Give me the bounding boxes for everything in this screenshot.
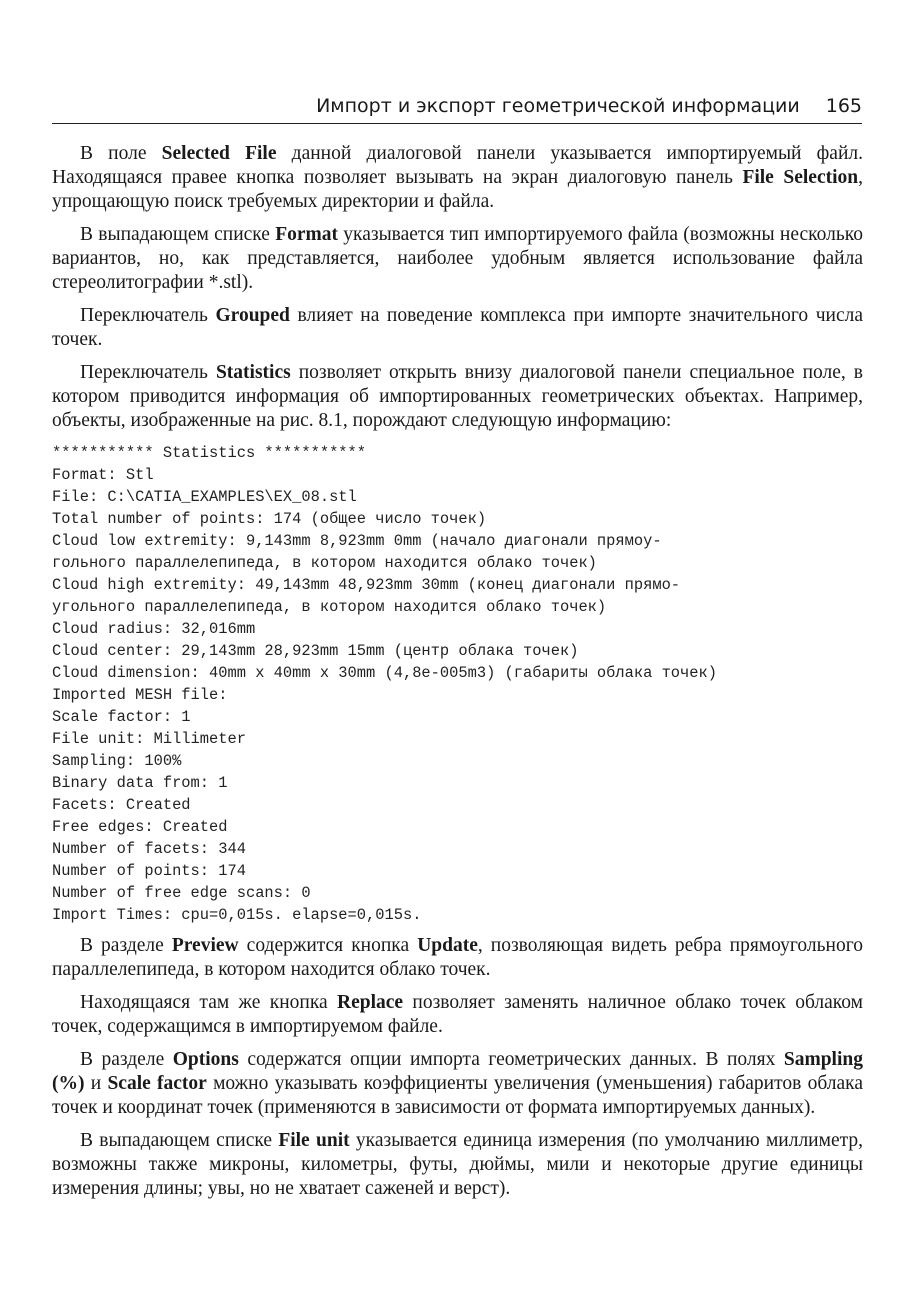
code-line: Number of free edge scans: 0: [52, 884, 311, 902]
code-line: Free edges: Created: [52, 818, 228, 836]
text-run: содержится кнопка: [238, 935, 418, 956]
code-line: File unit: Millimeter: [52, 730, 246, 748]
text-run: В разделе: [80, 1049, 173, 1070]
bold-term: Sampling (%): [52, 1049, 863, 1094]
code-line: Sampling: 100%: [52, 752, 182, 770]
bold-term: File unit: [278, 1130, 350, 1151]
bold-term: Preview: [171, 935, 239, 956]
paragraph: [52, 361, 863, 433]
code-line: гольного параллелепипеда, в котором находится облако точек): [52, 554, 597, 572]
code-line: Number of facets: 344: [52, 840, 246, 858]
code-line: Total number of points: 174 (общее число точек): [52, 510, 487, 528]
code-line: угольного параллелепипеда, в котором находится облако точек): [52, 598, 607, 616]
code-line: Facets: Created: [52, 796, 191, 814]
code-line: Cloud radius: 32,016mm: [52, 620, 256, 638]
text-run: и: [84, 1073, 108, 1094]
bold-term: Format: [275, 224, 339, 245]
bold-term: Replace: [337, 992, 404, 1013]
paragraph: [52, 304, 863, 352]
paragraph: [52, 1048, 863, 1120]
bold-term: Options: [172, 1049, 239, 1070]
code-line: Number of points: 174: [52, 862, 246, 880]
paragraph: [52, 223, 863, 295]
text-run: В выпадающем списке: [80, 224, 276, 245]
text-run: можно указывать коэффициенты увеличения (уменьшения) габаритов облака точек и координат точек (применяются в зависимости от формата импортируемых данных).: [52, 1073, 863, 1118]
text-run: , упрощающую поиск требуемых директории и файла.: [52, 167, 863, 212]
code-line: Cloud center: 29,143mm 28,923mm 15mm (центр облака точек): [52, 642, 579, 660]
bold-term: Selected File: [161, 143, 277, 164]
text-run: позволяет открыть внизу диалоговой панели специальное поле, в котором приводится информация об импортированных геометрических объектах. Например, объекты, изображенные на рис. 8.1, порождают следующую информацию:: [52, 362, 863, 431]
text-run: позволяет заменять наличное облако точек облаком точек, содержащимся в импортируемом файле.: [52, 992, 863, 1037]
code-line: Cloud low extremity: 9,143mm 8,923mm 0mm (начало диагонали прямоу-: [52, 532, 662, 550]
text-run: В выпадающем списке: [80, 1130, 279, 1151]
code-line: Imported MESH file:: [52, 686, 228, 704]
text-run: данной диалоговой панели указывается импортируемый файл. Находящаяся правее кнопка позволяет вызывать на экран диалоговую панель: [52, 143, 863, 188]
text-run: Переключатель: [80, 362, 216, 383]
paragraph: [52, 991, 863, 1039]
code-line: Cloud high extremity: 49,143mm 48,923mm 30mm (конец диагонали прямо-: [52, 576, 681, 594]
text-run: В поле: [80, 143, 162, 164]
code-line: Import Times: cpu=0,015s. elapse=0,015s.: [52, 906, 422, 924]
header-title: Импорт и экспорт геометрической информации: [316, 95, 800, 117]
running-header: [52, 88, 862, 124]
code-line: Scale factor: 1: [52, 708, 191, 726]
bold-term: Grouped: [215, 305, 290, 326]
code-line: *********** Statistics ***********: [52, 444, 367, 462]
page-body: [52, 142, 863, 1210]
paragraph: [52, 1129, 863, 1201]
code-line: File: C:\CATIA_EXAMPLES\EX_08.stl: [52, 488, 357, 506]
page-number: 165: [825, 95, 862, 117]
text-run: влияет на поведение комплекса при импорте значительного числа точек.: [52, 305, 863, 350]
text-run: указывается единица измерения (по умолчанию миллиметр, возможны также микроны, километры, футы, дюймы, мили и некоторые другие единицы измерения длины; увы, но не хватает саженей и верст).: [52, 1130, 863, 1199]
intro-paragraphs: [52, 142, 863, 433]
bold-term: File Selection: [742, 167, 859, 188]
text-run: Переключатель: [80, 305, 216, 326]
text-run: , позволяющая видеть ребра прямоугольного параллелепипеда, в котором находится облако точек.: [52, 935, 864, 980]
text-run: содержатся опции импорта геометрических данных. В полях: [238, 1049, 784, 1070]
paragraph: [52, 934, 863, 982]
bold-term: Update: [417, 935, 478, 956]
text-run: Находящаяся там же кнопка: [80, 992, 338, 1013]
paragraph: [52, 142, 863, 214]
statistics-listing: [52, 442, 863, 926]
bold-term: Scale factor: [107, 1073, 207, 1094]
closing-paragraphs: [52, 934, 863, 1201]
text-run: В разделе: [80, 935, 172, 956]
code-line: Cloud dimension: 40mm x 40mm x 30mm (4,8e-005m3) (габариты облака точек): [52, 664, 717, 682]
bold-term: Statistics: [215, 362, 291, 383]
code-line: Binary data from: 1: [52, 774, 228, 792]
text-run: указывается тип импортируемого файла (возможны несколько вариантов, но, как представляется, наиболее удобным является использование файла стереолитографии *.stl).: [52, 224, 863, 293]
code-line: Format: Stl: [52, 466, 154, 484]
